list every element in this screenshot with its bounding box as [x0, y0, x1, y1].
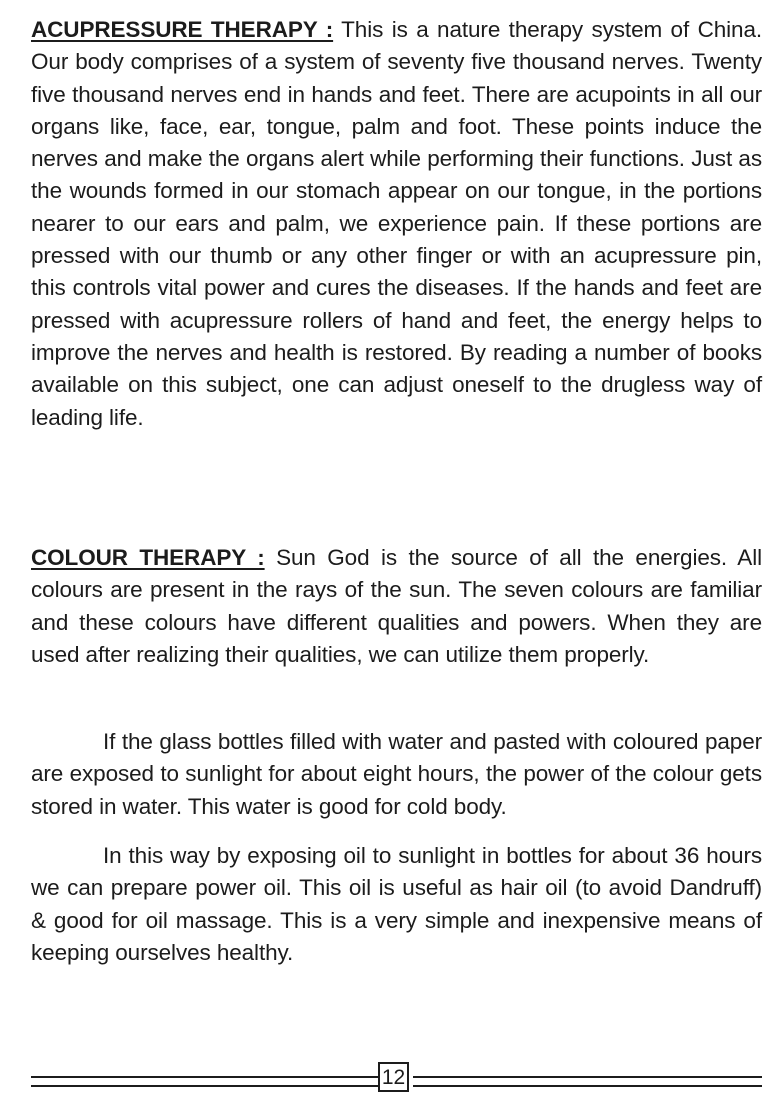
colour-therapy-heading: COLOUR THERAPY : [31, 545, 265, 570]
glass-bottles-paragraph: If the glass bottles filled with water and pasted with coloured paper are exposed to sunlight for about eight hours, the power of the colour gets stored in water. This water is good for cold body. [31, 729, 762, 819]
acupressure-therapy-heading: ACUPRESSURE THERAPY : [31, 17, 334, 42]
footer-rule-left [31, 1076, 378, 1087]
acupressure-therapy-text: This is a nature therapy system of China. Our body comprises of a system of seventy five thousand nerves. Twenty five thousand nerves end in hands and feet. There are acupoints in all our organs like, face, ear, tongue, palm and foot. These points induce the nerves and make the organs alert while performing their functions. Just as the wounds formed in our stomach appear on our tongue, in the portions nearer to our ears and palm, we experience pain. If these portions are pressed with our thumb or any other finger or with an acupressure pin, this controls vital power and cures the diseases. If the hands and feet are pressed with acupressure rollers of hand and feet, the energy helps to improve the nerves and health is restored. By reading a number of books available on this subject, one can adjust oneself to the drugless way of leading life. [31, 17, 763, 430]
colour-therapy-paragraph [31, 542, 762, 671]
power-oil-paragraph: In this way by exposing oil to sunlight in bottles for about 36 hours we can prepare power oil. This oil is useful as hair oil (to avoid Dandruff) & good for oil massage. This is a very simple and inexpensive means of keeping ourselves healthy. [31, 843, 762, 965]
page-footer [31, 1060, 762, 1104]
colour-therapy-text: Sun God is the source of all the energies. All colours are present in the rays of the sun. The seven colours are familiar and these colours have different qualities and powers. When they are used after realizing their qualities, we can utilize them properly. [31, 545, 762, 667]
footer-rule-right [413, 1076, 762, 1087]
page-number: 12 [378, 1062, 409, 1092]
acupressure-therapy-paragraph [31, 14, 762, 434]
